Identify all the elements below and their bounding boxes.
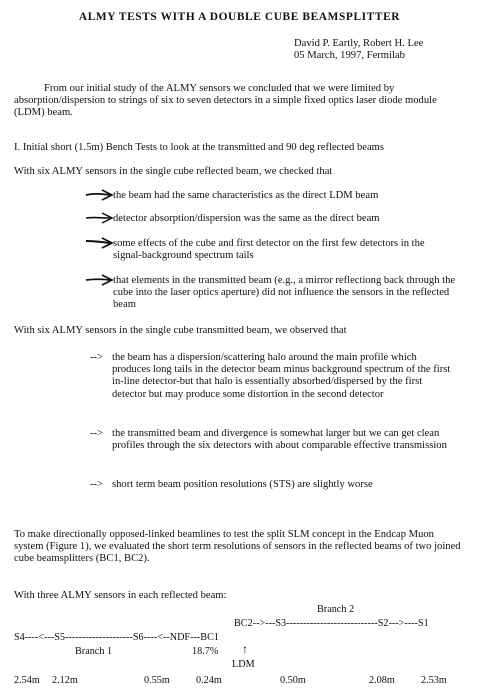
beamline-lower: S4----<---S5--------------------S6----<--NDF---BC1 [14,632,219,643]
ldm-label: LDM [232,659,255,670]
arrow-icon [84,272,116,288]
arrow-icon [84,187,116,203]
three-sensors-lead: With three ALMY sensors in each reflected beam: [14,590,227,601]
transmission-percent: 18.7% [192,646,219,657]
intro-paragraph: From our initial study of the ALMY sensors we concluded that we were limited by absorption/dispersion to strings of six to seven detectors in a simple fixed optics laser diode module (LDM) beam. [14,83,437,119]
distance-label: 2.54m [14,675,40,686]
distance-label: 0.24m [196,675,222,686]
transmitted-lead: With six ALMY sensors in the single cube transmitted beam, we observed that [14,325,347,336]
closing-paragraph: To make directionally opposed-linked beamlines to test the split SLM concept in the Endcap Muon system (Figure 1), we evaluated the short term resolutions of sensors in the reflected beams of two joined cube beamsplitters (BC1, BC2). [14,529,461,565]
reflected-item-4: that elements in the transmitted beam (e.g., a mirror reflectiong back through the cube into the laser optics aperture) did not influence the sensors in the reflected beam [113,275,456,311]
distance-label: 2.12m [52,675,78,686]
reflected-item-1: the beam had the same characteristics as the direct LDM beam [113,190,379,201]
transmitted-item-2: the transmitted beam and divergence is somewhat larger but we can get clean profiles through the six detectors with about comparable effective transmission [112,428,447,452]
arrow-icon [84,234,116,250]
bullet-marker: --> [90,428,104,439]
document-title: ALMY TESTS WITH A DOUBLE CUBE BEAMSPLITTER [78,11,401,23]
bullet-marker: --> [90,352,104,363]
transmitted-item-1: the beam has a dispersion/scattering halo around the main profile which produces long tails in the detector beam minus background spectrum of the first in-line detector-but that halo is essentially absorbed/dispersed by the first detector but may produce some distortion in the second detector [112,352,451,400]
distance-label: 0.55m [144,675,170,686]
branch2-label: Branch 2 [317,604,355,615]
distance-label: 2.08m [369,675,395,686]
authors-names: David P. Eartly, Robert H. Lee [294,38,424,49]
author-block [294,38,423,62]
bullet-marker: --> [90,479,104,490]
distance-label: 2.53m [421,675,447,686]
beamline-upper: BC2-->---S3---------------------------S2--->----S1 [234,618,429,629]
transmitted-item-3: short term beam position resolutions (STS) are slightly worse [112,479,373,490]
up-arrow-icon: ↑ [242,642,248,656]
section-heading: I. Initial short (1.5m) Bench Tests to look at the transmitted and 90 deg reflected beams [14,142,385,153]
distance-label: 0.50m [280,675,306,686]
reflected-item-3: some effects of the cube and first detector on the first few detectors in the signal-background spectrum tails [113,238,425,262]
authors-date: 05 March, 1997, Fermilab [294,50,405,62]
reflected-item-2: detector absorption/dispersion was the same as the direct beam [113,213,380,224]
branch1-label: Branch 1 [75,646,113,657]
reflected-lead: With six ALMY sensors in the single cube reflected beam, we checked that [14,166,333,177]
arrow-icon [84,210,116,226]
